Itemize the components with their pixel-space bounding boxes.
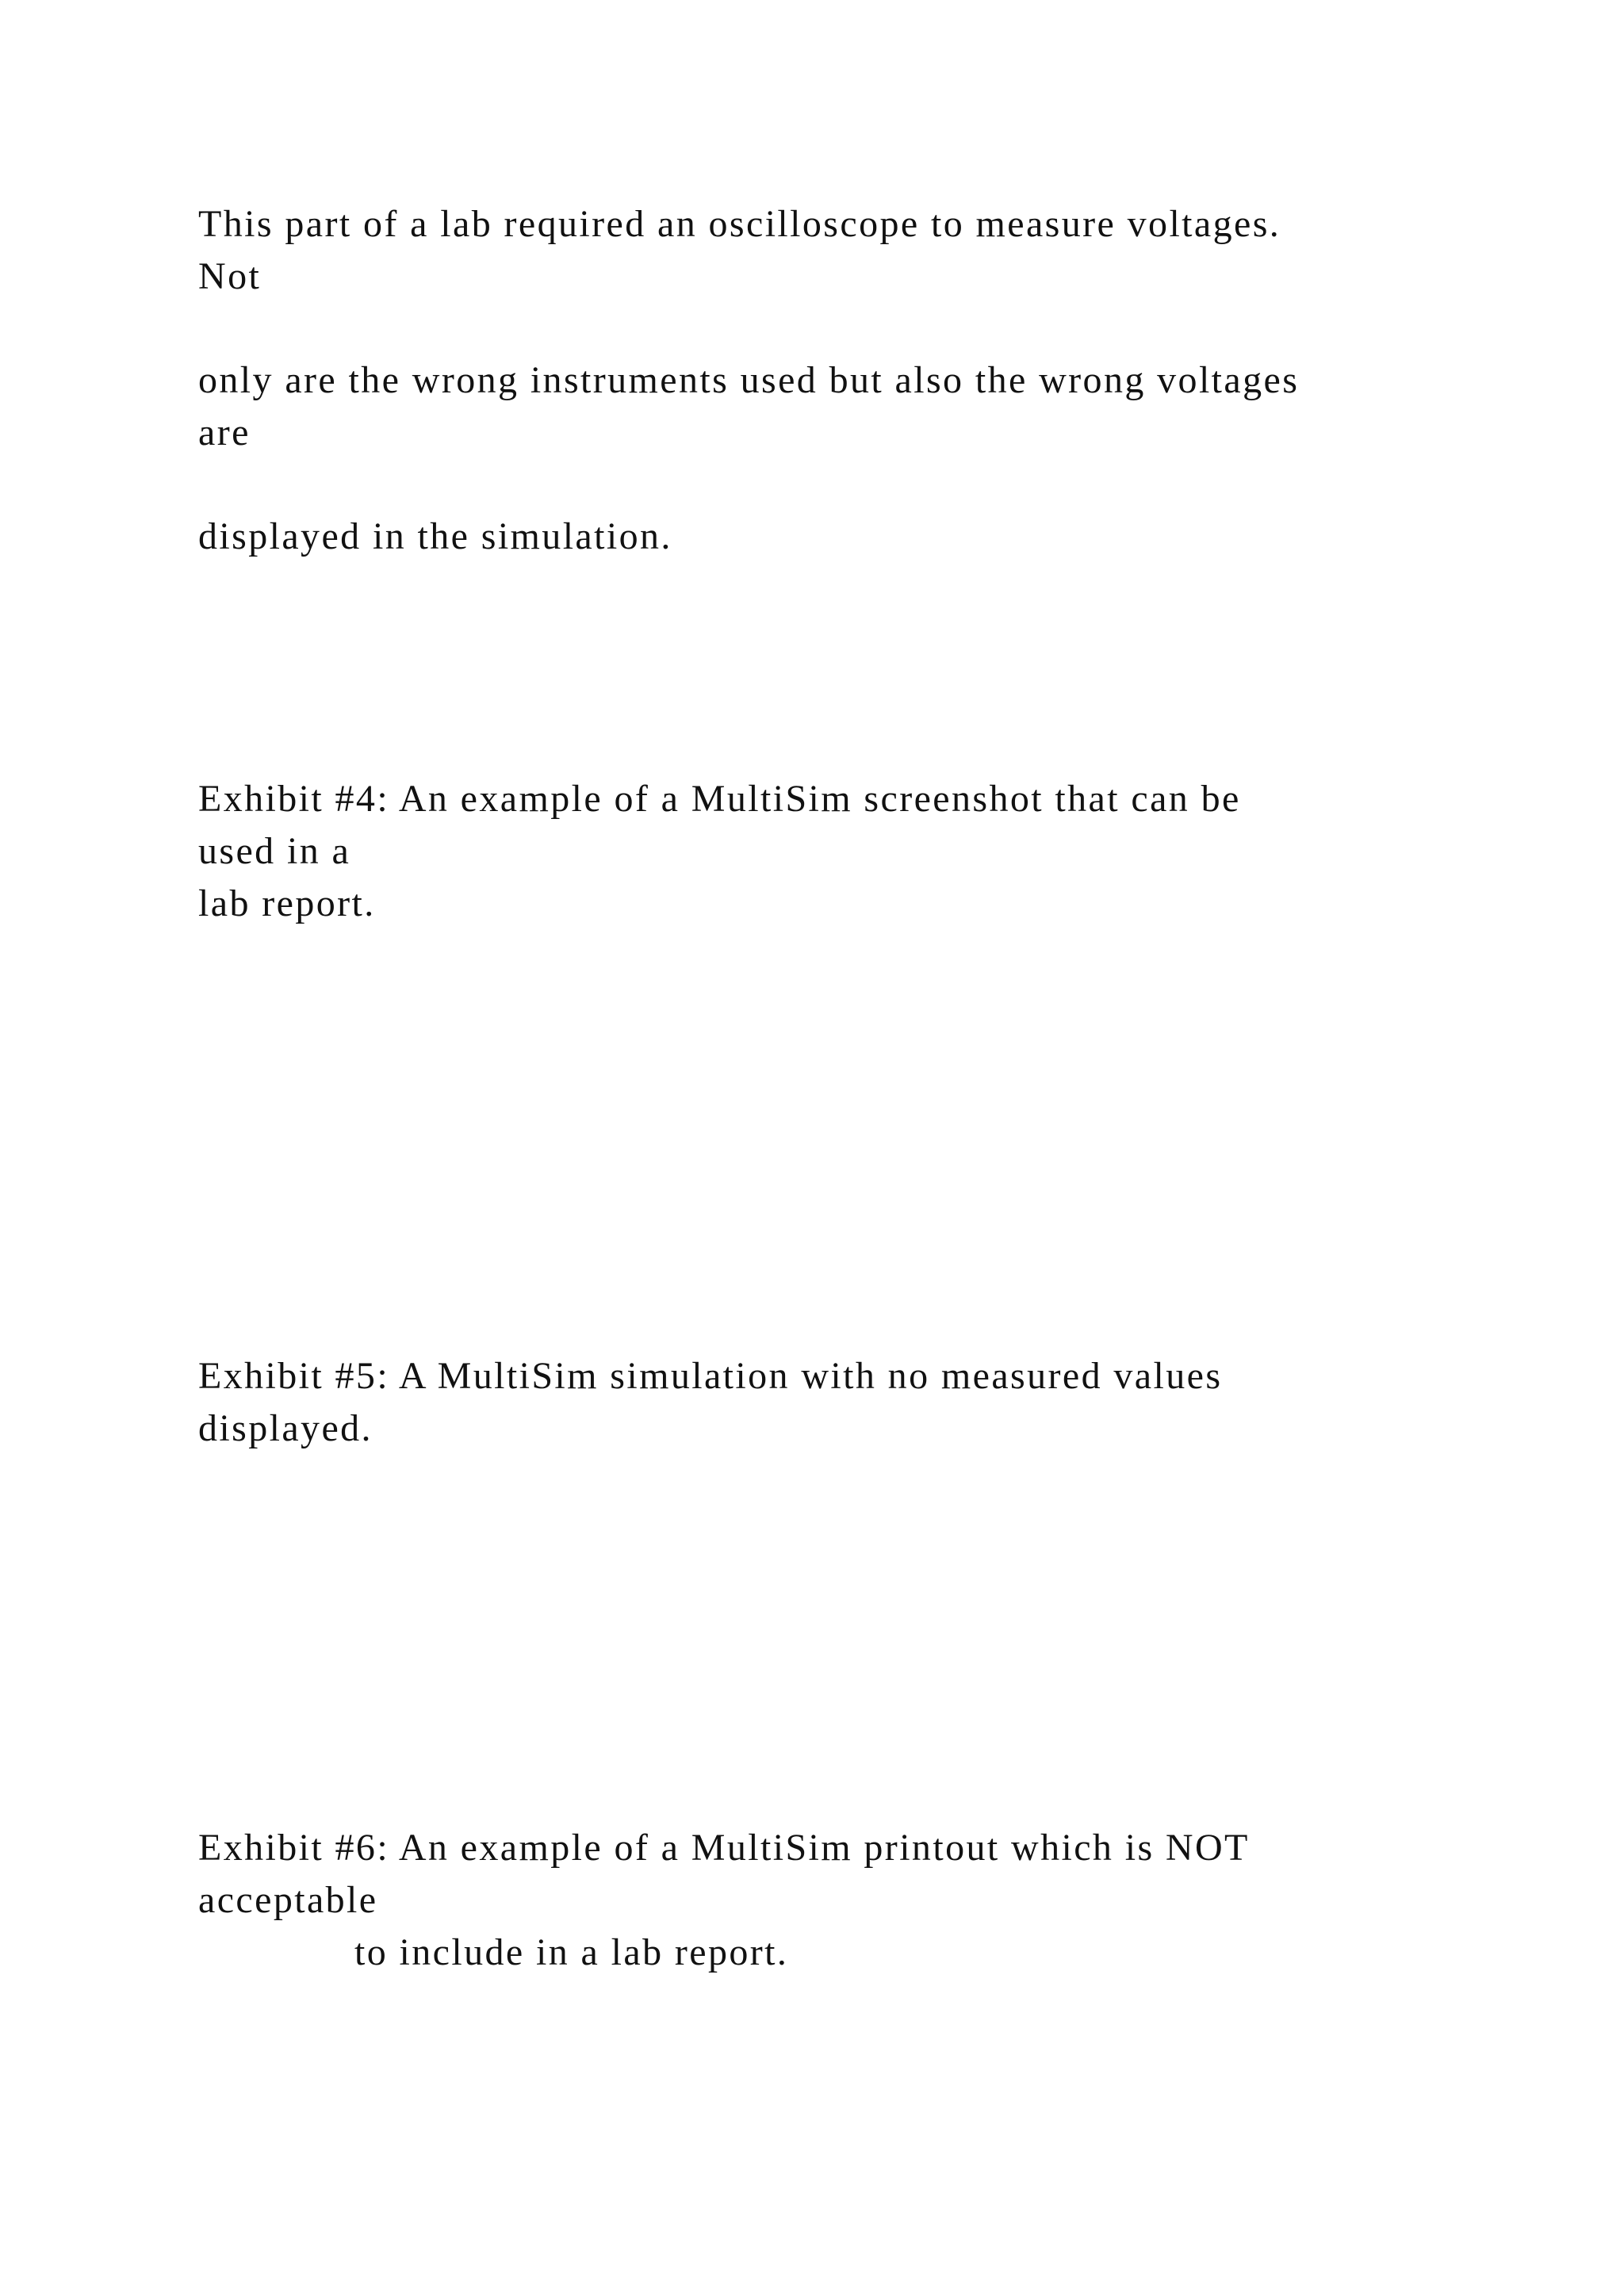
- exhibit-5-caption-line-2: displayed.: [198, 1407, 373, 1449]
- exhibit-6-caption-line-2: acceptable: [198, 1879, 378, 1921]
- paragraph-line-4: are: [198, 411, 251, 453]
- paragraph-line-3: only are the wrong instruments used but also the wrong voltages: [198, 359, 1300, 401]
- exhibit-5-caption-line-1: Exhibit #5: A MultiSim simulation with no measured values: [198, 1355, 1223, 1397]
- exhibit-6-caption-line-3: to include in a lab report.: [354, 1931, 789, 1973]
- paragraph-line-2: Not: [198, 255, 262, 297]
- exhibit-4-caption-line-2: used in a: [198, 830, 351, 872]
- paragraph-line-5: displayed in the simulation.: [198, 515, 672, 557]
- exhibit-4-caption-line-3: lab report.: [198, 882, 376, 924]
- exhibit-4-caption-line-1: Exhibit #4: An example of a MultiSim screenshot that can be: [198, 778, 1241, 820]
- paragraph-line-1: This part of a lab required an oscilloscope to measure voltages.: [198, 203, 1281, 245]
- exhibit-6-caption-line-1: Exhibit #6: An example of a MultiSim printout which is NOT: [198, 1827, 1250, 1869]
